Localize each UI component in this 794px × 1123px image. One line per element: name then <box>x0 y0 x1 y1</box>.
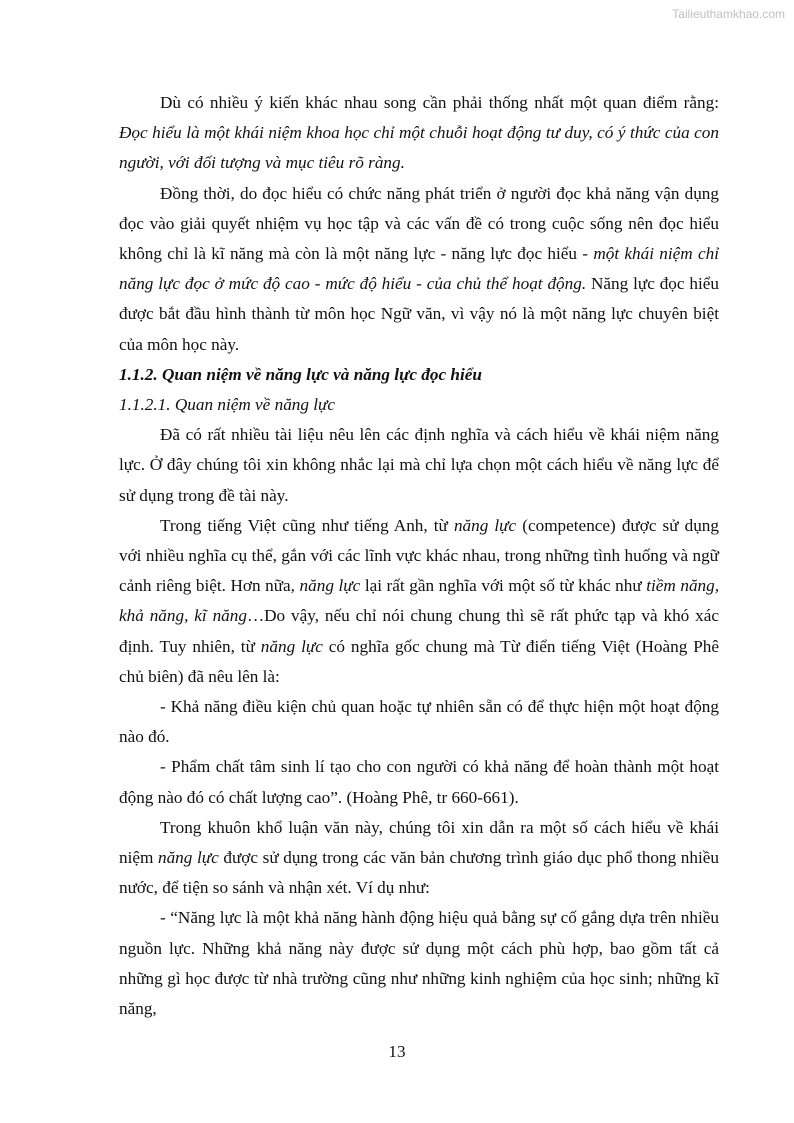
section-heading-1-1-2-1: 1.1.2.1. Quan niệm về năng lực <box>119 395 336 415</box>
watermark: Tailieuthamkhao.com <box>672 7 785 21</box>
text: Đồng thời, do đọc hiểu có chức năng phát triển ở người đọc khả năng vận dụng đọc vào giải quyết nhiệm vụ học tập và các vấn đề có trong cuộc sống nên đọc hiểu không chỉ là kĩ năng mà còn là một năng lực - năng lực đọc hiểu - <box>119 183 719 264</box>
paragraph-reading-competence <box>119 179 719 360</box>
list-item-dash: - Phẩm chất tâm sinh lí tạo cho con người có khả năng để hoàn thành một hoạt động nào đó có chất lượng cao”. (Hoàng Phê, tr 660-661). <box>119 757 719 807</box>
text: Năng lực đọc hiểu được bắt đầu hình thành từ môn học Ngữ văn, vì vậy nó là một năng lực chuyên biệt của môn học này. <box>119 274 719 354</box>
page-number: 13 <box>388 1042 406 1061</box>
paragraph-competence-definitions: Đã có rất nhiều tài liệu nêu lên các định nghĩa và cách hiểu về khái niệm năng lực. Ở đây chúng tôi xin không nhắc lại mà chỉ lựa chọn một cách hiểu về năng lực để sử dụng trong đề tài này. <box>119 425 719 505</box>
paragraph-definition <box>119 88 719 179</box>
italic-text: năng lực <box>299 576 361 596</box>
list-item-quote: - “Năng lực là một khả năng hành động hiệu quả bằng sự cố gắng dựa trên nhiều nguồn lực. Những khả năng này được sử dụng một cách phù hợp, bao gồm tất cả những gì học được từ nhà trường cũng như những kinh nghiệm của học sinh; những kĩ năng, <box>119 908 719 1019</box>
text: lại rất gần nghĩa với một số từ khác như <box>360 576 647 596</box>
list-item-dash: - Khả năng điều kiện chủ quan hoặc tự nhiên sẵn có để thực hiện một hoạt động nào đó. <box>119 697 719 747</box>
text: Trong khuôn khổ luận văn này, chúng tôi xin dẫn ra một số cách hiểu về khái niệm <box>119 817 719 868</box>
text: Trong tiếng Việt cũng như tiếng Anh, từ <box>160 515 454 535</box>
paragraph-vietnamese-english <box>119 511 719 692</box>
text: Dù có nhiều ý kiến khác nhau song cần phải thống nhất một quan điểm rằng: <box>160 93 719 112</box>
document-body <box>119 88 719 1024</box>
text: (competence) được sử dụng với nhiều nghĩa cụ thể, gắn với các lĩnh vực khác nhau, trong những tình huống và ngữ cảnh riêng biệt. Hơn nữa, <box>119 515 719 596</box>
italic-text: Đọc hiểu là một khái niệm khoa học chỉ một chuỗi hoạt động tư duy, có ý thức của con người, với đối tượng và mục tiêu rõ ràng. <box>119 123 719 173</box>
text: được sử dụng trong các văn bản chương trình giáo dục phổ thong nhiều nước, để tiện so sánh và nhận xét. Ví dụ như: <box>119 848 719 898</box>
section-heading-1-1-2: 1.1.2. Quan niệm về năng lực và năng lực đọc hiểu <box>119 364 482 384</box>
italic-text: năng lực <box>157 848 219 868</box>
text: …Do vậy, nếu chỉ nói chung chung thì sẽ rất phức tạp và khó xác định. Tuy nhiên, từ <box>119 606 719 656</box>
italic-text: năng lực <box>453 515 517 535</box>
italic-text: một khái niệm chỉ năng lực đọc ở mức độ cao - mức độ hiểu - của chủ thể hoạt động. <box>119 244 720 294</box>
paragraph-thesis-scope <box>119 813 719 904</box>
text: có nghĩa gốc chung mà Từ điển tiếng Việt (Hoàng Phê chủ biên) đã nêu lên là: <box>119 636 720 686</box>
italic-text: tiềm năng, khả năng, kĩ năng <box>119 576 720 626</box>
italic-text: năng lực <box>260 636 323 656</box>
